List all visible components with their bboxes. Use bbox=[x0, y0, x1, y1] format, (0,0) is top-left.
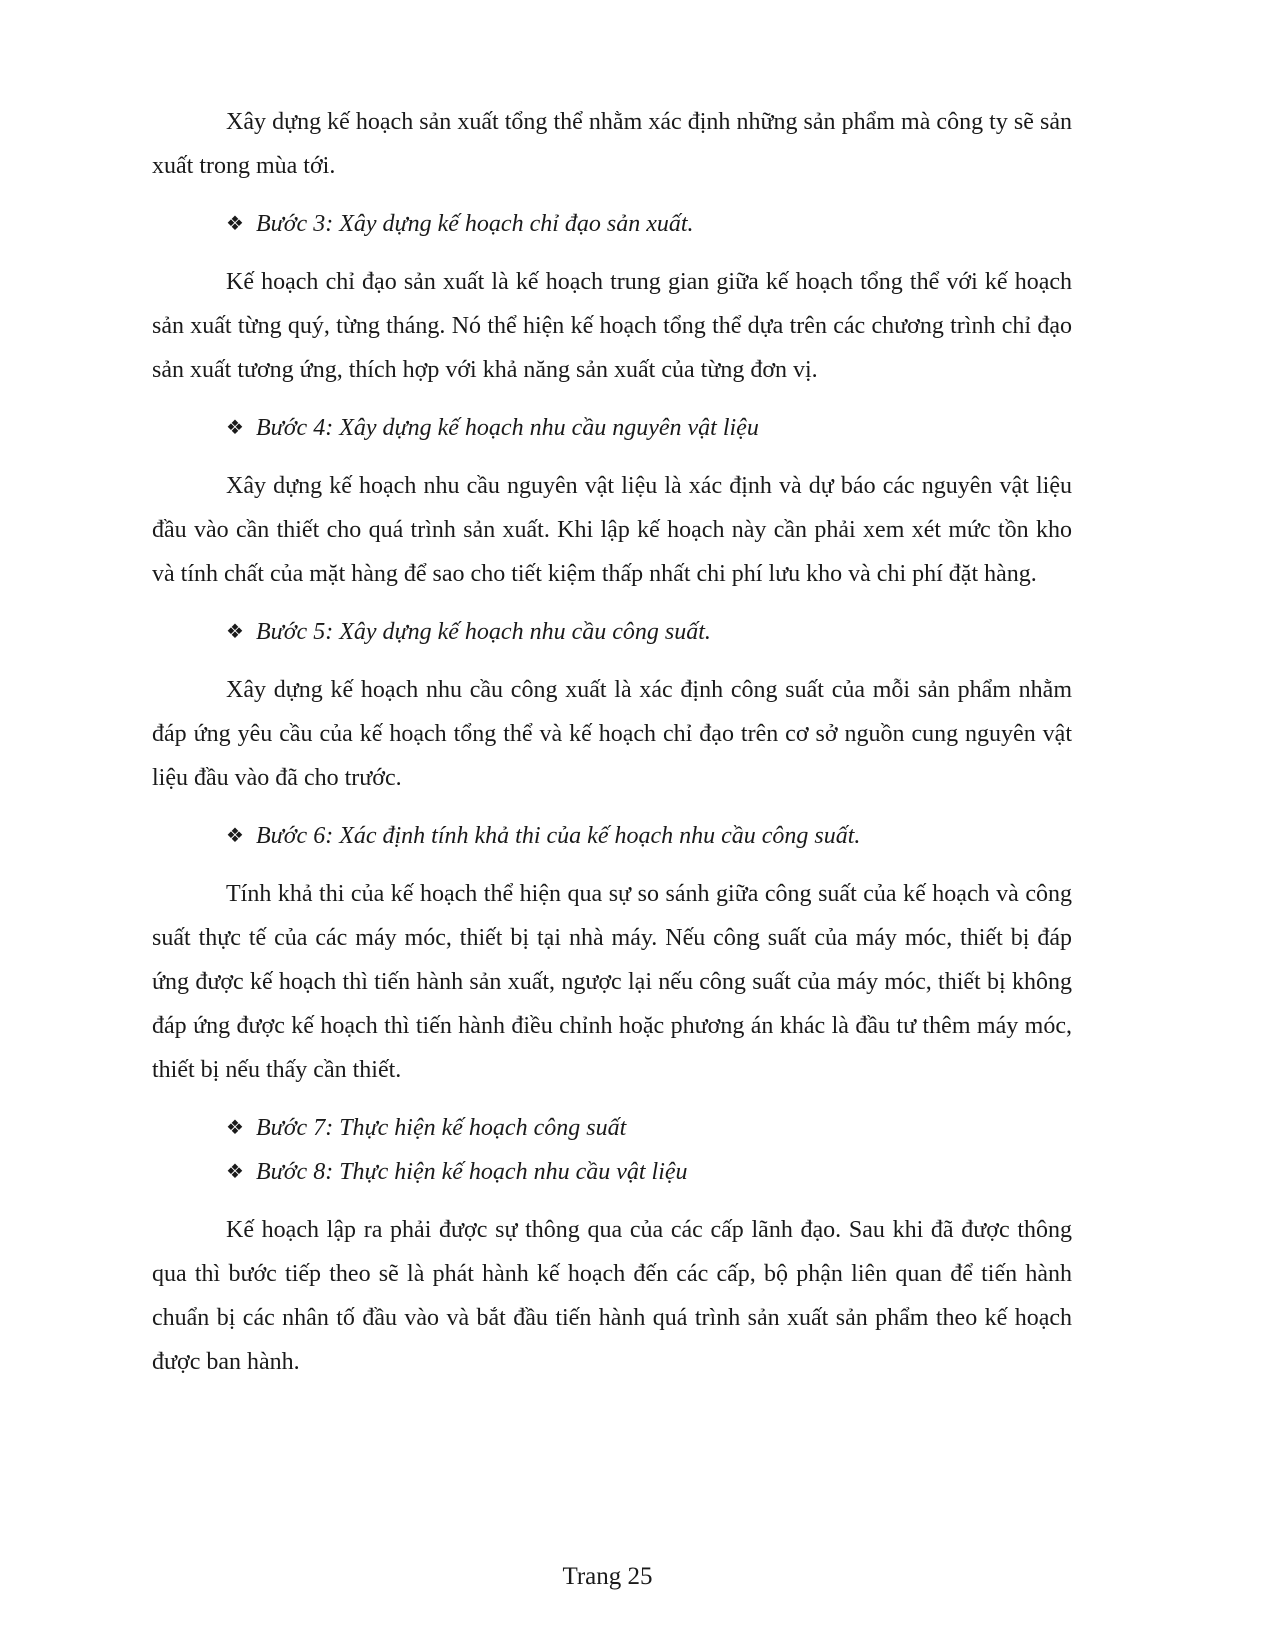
step-4-heading bbox=[152, 406, 1072, 450]
diamond-bullet-icon: ❖ bbox=[226, 825, 244, 847]
step-5-heading bbox=[152, 610, 1072, 654]
paragraph-material-plan: Xây dựng kế hoạch nhu cầu nguyên vật liệu là xác định và dự báo các nguyên vật liệu đầu vào cần thiết cho quá trình sản xuất. Khi lập kế hoạch này cần phải xem xét mức tồn kho và tính chất của mặt hàng để sao cho tiết kiệm thấp nhất chi phí lưu kho và chi phí đặt hàng. bbox=[152, 473, 1072, 587]
step-6-label: Bước 6: Xác định tính khả thi của kế hoạch nhu cầu công suất. bbox=[256, 823, 861, 849]
paragraph-approval: Kế hoạch lập ra phải được sự thông qua của các cấp lãnh đạo. Sau khi đã được thông qua thì bước tiếp theo sẽ là phát hành kế hoạch đến các cấp, bộ phận liên quan để tiến hành chuẩn bị các nhân tố đầu vào và bắt đầu tiến hành quá trình sản xuất sản phẩm theo kế hoạch được ban hành. bbox=[152, 1217, 1072, 1375]
paragraph-master-schedule: Kế hoạch chỉ đạo sản xuất là kế hoạch trung gian giữa kế hoạch tổng thể với kế hoạch sản xuất từng quý, từng tháng. Nó thể hiện kế hoạch tổng thể dựa trên các chương trình chỉ đạo sản xuất tương ứng, thích hợp với khả năng sản xuất của từng đơn vị. bbox=[152, 269, 1072, 383]
diamond-bullet-icon: ❖ bbox=[226, 1161, 244, 1183]
paragraph-feasibility: Tính khả thi của kế hoạch thể hiện qua sự so sánh giữa công suất của kế hoạch và công suất thực tế của các máy móc, thiết bị tại nhà máy. Nếu công suất của máy móc, thiết bị đáp ứng được kế hoạch thì tiến hành sản xuất, ngược lại nếu công suất của máy móc, thiết bị không đáp ứng được kế hoạch thì tiến hành điều chỉnh hoặc phương án khác là đầu tư thêm máy móc, thiết bị nếu thấy cần thiết. bbox=[152, 881, 1072, 1083]
page-body bbox=[152, 100, 1072, 1398]
diamond-bullet-icon: ❖ bbox=[226, 417, 244, 439]
step-6-heading bbox=[152, 814, 1072, 858]
step-5-label: Bước 5: Xây dựng kế hoạch nhu cầu công suất. bbox=[256, 619, 711, 645]
step-3-heading bbox=[152, 202, 1072, 246]
diamond-bullet-icon: ❖ bbox=[226, 213, 244, 235]
step-8-label: Bước 8: Thực hiện kế hoạch nhu cầu vật liệu bbox=[256, 1159, 688, 1185]
paragraph-capacity-plan: Xây dựng kế hoạch nhu cầu công xuất là xác định công suất của mỗi sản phẩm nhằm đáp ứng yêu cầu của kế hoạch tổng thể và kế hoạch chỉ đạo trên cơ sở nguồn cung nguyên vật liệu đầu vào đã cho trước. bbox=[152, 677, 1072, 791]
paragraph-overall-plan: Xây dựng kế hoạch sản xuất tổng thể nhằm xác định những sản phẩm mà công ty sẽ sản xuất trong mùa tới. bbox=[152, 109, 1072, 179]
step-3-label: Bước 3: Xây dựng kế hoạch chỉ đạo sản xuất. bbox=[256, 211, 694, 237]
step-8-heading bbox=[152, 1150, 1072, 1194]
step-4-label: Bước 4: Xây dựng kế hoạch nhu cầu nguyên vật liệu bbox=[256, 415, 759, 441]
diamond-bullet-icon: ❖ bbox=[226, 621, 244, 643]
step-7-label: Bước 7: Thực hiện kế hoạch công suất bbox=[256, 1115, 627, 1141]
page-number: Trang 25 bbox=[562, 1563, 653, 1590]
step-7-heading bbox=[152, 1106, 1072, 1150]
diamond-bullet-icon: ❖ bbox=[226, 1117, 244, 1139]
